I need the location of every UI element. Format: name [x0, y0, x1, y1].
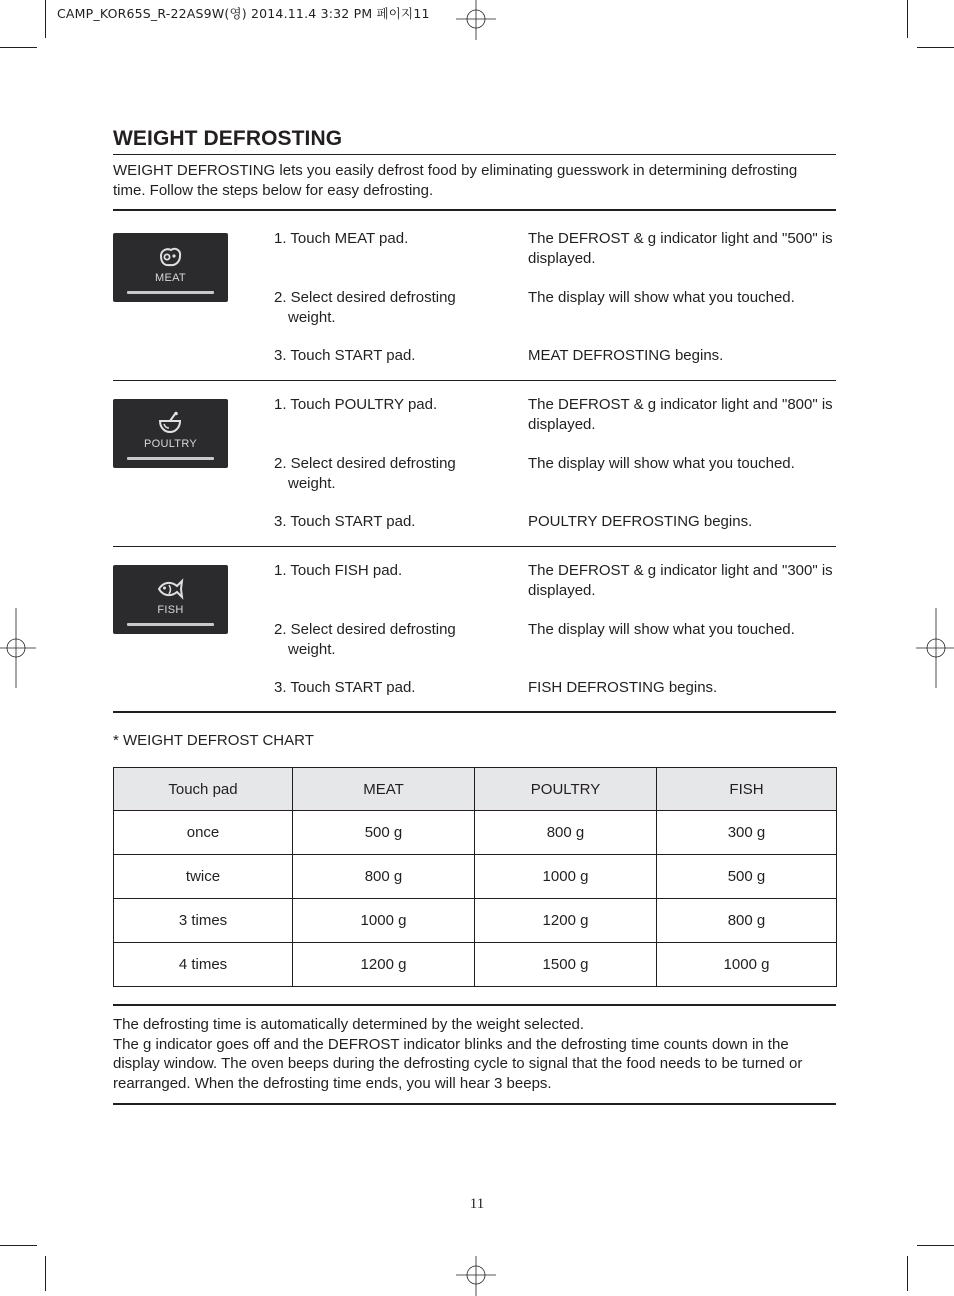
- section-divider: [113, 546, 836, 547]
- table-header-row: [114, 768, 837, 811]
- fish-result-2: The display will show what you touched.: [528, 621, 795, 638]
- table-cell: 1200 g: [475, 899, 657, 943]
- registration-mark-icon: [916, 608, 954, 688]
- fish-step-1: 1. Touch FISH pad.: [274, 562, 403, 579]
- pad-indicator-bar: [127, 291, 214, 294]
- poultry-step-1: 1. Touch POULTRY pad.: [274, 396, 438, 413]
- meat-result-2: The display will show what you touched.: [528, 289, 795, 306]
- table-cell: 1500 g: [475, 943, 657, 987]
- crop-mark: [907, 1256, 908, 1291]
- note-divider-top: [113, 1004, 836, 1006]
- fish-step-2-line2: weight.: [288, 640, 336, 658]
- page-number: 11: [469, 1196, 485, 1212]
- intro-paragraph: WEIGHT DEFROSTING lets you easily defrost food by eliminating guesswork in determining defrosting time. Follow the steps below for easy defrosting.: [113, 162, 798, 199]
- poultry-step-3: 3. Touch START pad.: [274, 513, 416, 530]
- fish-result-3: FISH DEFROSTING begins.: [528, 679, 718, 696]
- title-underline: [113, 154, 836, 155]
- table-row: [114, 811, 837, 855]
- table-cell: 800 g: [293, 855, 475, 899]
- defrost-note: [113, 1015, 833, 1093]
- poultry-result-2: The display will show what you touched.: [528, 455, 795, 472]
- weight-defrost-table: [113, 767, 837, 987]
- table-header: POULTRY: [475, 768, 657, 811]
- section-divider: [113, 380, 836, 381]
- table-row: [114, 899, 837, 943]
- poultry-result-1: The DEFROST & g indicator light and "800" is displayed.: [528, 396, 833, 433]
- table-cell: twice: [114, 855, 293, 899]
- print-header: CAMP_KOR65S_R-22AS9W(영) 2014.11.4 3:32 PM 페이지11: [57, 6, 430, 21]
- poultry-pad-button[interactable]: [113, 399, 228, 468]
- poultry-step-2-line1: 2. Select desired defrosting: [274, 455, 456, 472]
- page-title: WEIGHT DEFROSTING: [113, 127, 343, 150]
- poultry-step-2-line2: weight.: [288, 474, 336, 492]
- crop-mark: [45, 1256, 46, 1291]
- crop-mark: [0, 47, 37, 48]
- table-cell: 500 g: [657, 855, 837, 899]
- table-cell: 300 g: [657, 811, 837, 855]
- crop-mark: [917, 1245, 954, 1246]
- chart-label: * WEIGHT DEFROST CHART: [113, 732, 314, 749]
- crop-mark: [45, 0, 46, 38]
- registration-mark-icon: [456, 1256, 496, 1296]
- fish-result-1: The DEFROST & g indicator light and "300" is displayed.: [528, 562, 833, 599]
- crop-mark: [0, 1245, 37, 1246]
- pad-indicator-bar: [127, 623, 214, 626]
- poultry-pad-label: POULTRY: [143, 438, 198, 450]
- note-line-2: The g indicator goes off and the DEFROST indicator blinks and the defrosting time counts down in the display window. The oven beeps during the defrosting cycle to signal that the food needs to be turned or rearranged. When the defrosting time ends, you will hear 3 beeps.: [113, 1035, 803, 1092]
- registration-mark-icon: [456, 0, 496, 40]
- meat-step-2: [274, 288, 514, 327]
- section-divider: [113, 711, 836, 713]
- table-cell: 1200 g: [293, 943, 475, 987]
- fish-pad-label: FISH: [157, 604, 184, 616]
- table-cell: 1000 g: [475, 855, 657, 899]
- meat-icon: [156, 245, 184, 269]
- table-cell: 500 g: [293, 811, 475, 855]
- fish-pad-button[interactable]: [113, 565, 228, 634]
- meat-step-1: 1. Touch MEAT pad.: [274, 230, 409, 247]
- note-divider-bottom: [113, 1103, 836, 1105]
- table-cell: 800 g: [657, 899, 837, 943]
- table-cell: 4 times: [114, 943, 293, 987]
- meat-pad-label: MEAT: [155, 272, 186, 284]
- poultry-icon: [156, 411, 184, 435]
- table-header: Touch pad: [114, 768, 293, 811]
- fish-icon: [156, 577, 184, 601]
- meat-pad-button[interactable]: [113, 233, 228, 302]
- fish-step-2-line1: 2. Select desired defrosting: [274, 621, 456, 638]
- table-cell: 1000 g: [293, 899, 475, 943]
- meat-step-3: 3. Touch START pad.: [274, 347, 416, 364]
- fish-step-3: 3. Touch START pad.: [274, 679, 416, 696]
- crop-mark: [917, 47, 954, 48]
- table-row: [114, 943, 837, 987]
- poultry-step-2: [274, 454, 514, 493]
- registration-mark-icon: [0, 608, 36, 688]
- meat-step-2-line1: 2. Select desired defrosting: [274, 289, 456, 306]
- section-divider: [113, 209, 836, 211]
- table-cell: once: [114, 811, 293, 855]
- table-header: MEAT: [293, 768, 475, 811]
- table-cell: 1000 g: [657, 943, 837, 987]
- fish-step-2: [274, 620, 514, 659]
- meat-step-2-line2: weight.: [288, 308, 336, 326]
- note-line-1: The defrosting time is automatically determined by the weight selected.: [113, 1016, 585, 1033]
- crop-mark: [907, 0, 908, 38]
- meat-result-3: MEAT DEFROSTING begins.: [528, 347, 724, 364]
- table-cell: 800 g: [475, 811, 657, 855]
- table-row: [114, 855, 837, 899]
- table-cell: 3 times: [114, 899, 293, 943]
- table-header: FISH: [657, 768, 837, 811]
- meat-result-1: The DEFROST & g indicator light and "500" is displayed.: [528, 230, 833, 267]
- poultry-result-3: POULTRY DEFROSTING begins.: [528, 513, 753, 530]
- pad-indicator-bar: [127, 457, 214, 460]
